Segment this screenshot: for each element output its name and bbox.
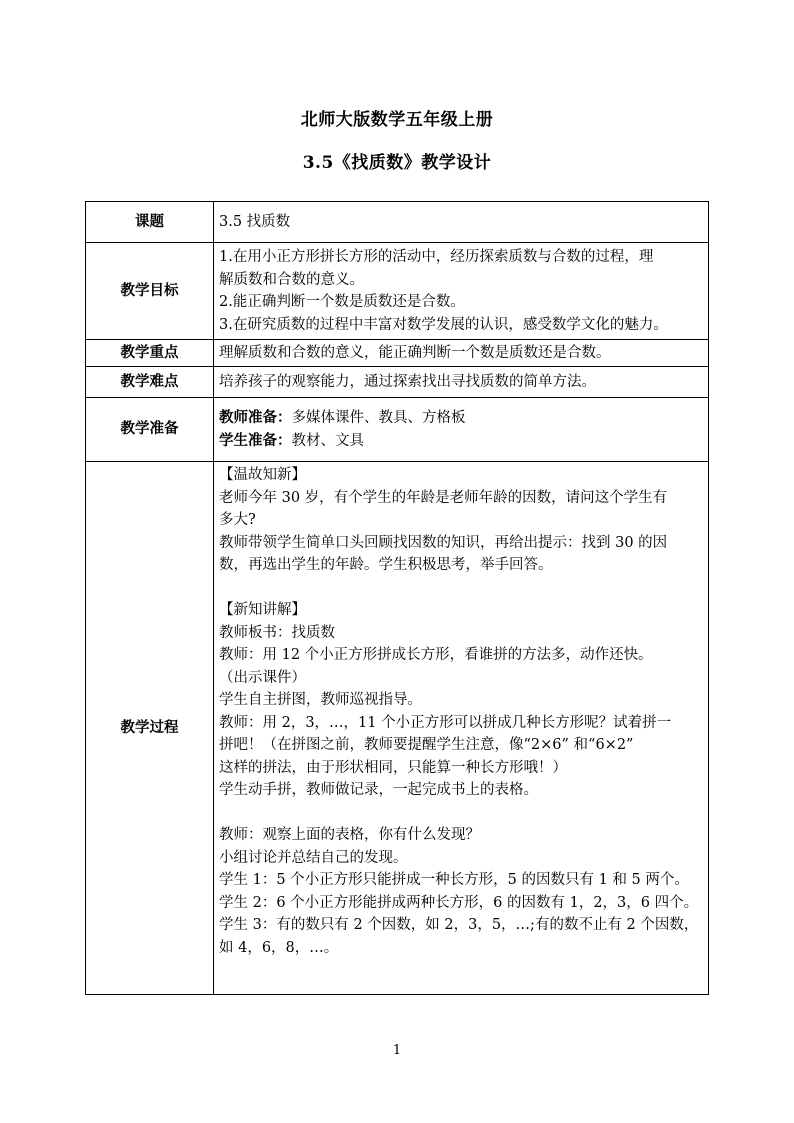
process-line: 学生 3：有的数只有 2 个因数，如 2，3，5，…;有的数不止有 2 个因数， — [219, 917, 699, 933]
process-label: 教学过程 — [86, 462, 214, 995]
document-subtitle: 3.5《找质数》教学设计 — [302, 153, 492, 173]
document-title: 北师大版数学五年级上册 — [300, 110, 494, 130]
topic-row — [86, 202, 709, 243]
goals-row — [86, 243, 709, 340]
process-line: 多大? — [219, 512, 256, 528]
teacher-preparation-label: 教师准备： — [219, 409, 292, 426]
difficulties-value: 培养孩子的观察能力，通过探索找出寻找质数的简单方法。 — [214, 367, 709, 398]
goal-line: 1.在用小正方形拼长方形的活动中，经历探索质数与合数的过程，理 — [219, 249, 654, 265]
process-line: 教师：用 2，3，…，11 个小正方形可以拼成几种长方形呢？试着拼一 — [219, 714, 672, 731]
goal-line: 解质数和合数的意义。 — [219, 271, 364, 288]
process-line: 学生 2：6 个小正方形能拼成两种长方形，6 的因数有 1，2，3，6 四个。 — [219, 894, 699, 911]
key-points-value: 理解质数和合数的意义，能正确判断一个数是质数还是合数。 — [214, 340, 709, 367]
difficulties-row — [86, 367, 709, 398]
process-line: 教师带领学生简单口头回顾找因数的知识，再给出提示：找到 30 的因 — [219, 534, 668, 551]
review-heading: 【温故知新】 — [219, 467, 306, 483]
process-line: 学生动手拼，教师做记录，一起完成书上的表格。 — [219, 782, 538, 798]
difficulties-label: 教学难点 — [86, 367, 214, 398]
process-line: 老师今年 30 岁，有个学生的年龄是老师年龄的因数，请问这个学生有 — [219, 489, 668, 506]
student-preparation-label: 学生准备： — [219, 431, 292, 449]
process-line: 小组讨论并总结自己的发现。 — [219, 849, 408, 866]
process-line: 教师：用 12 个小正方形拼成长方形，看谁拼的方法多，动作还快。 — [219, 647, 653, 663]
student-preparation-value: 教材、文具 — [291, 432, 364, 449]
topic-label: 课题 — [86, 202, 214, 243]
teacher-preparation — [219, 407, 703, 430]
process-line: 这样的拼法，由于形状相同，只能算一种长方形哦！） — [219, 759, 567, 776]
key-points-row — [86, 340, 709, 367]
paragraph-spacer — [219, 577, 703, 600]
goals-label: 教学目标 — [86, 243, 214, 340]
new-knowledge-heading: 【新知讲解】 — [219, 602, 306, 618]
process-content — [214, 462, 709, 995]
key-points-label: 教学重点 — [86, 340, 214, 367]
process-line: 学生自主拼图，教师巡视指导。 — [219, 692, 422, 708]
process-line: 学生 1：5 个小正方形只能拼成一种长方形，5 的因数只有 1 和 5 两个。 — [219, 872, 689, 888]
page-number: 1 — [392, 1043, 402, 1058]
process-line: 教师：观察上面的表格，你有什么发现？ — [219, 827, 480, 843]
preparation-content — [214, 398, 709, 462]
process-row — [86, 462, 709, 995]
goal-line: 2.能正确判断一个数是质数还是合数。 — [219, 294, 465, 310]
process-line: 拼吧！（在拼图之前，教师要提醒学生注意，像“2×6” 和“6×2” — [219, 737, 634, 753]
process-line: 教师板书：找质数 — [219, 624, 335, 641]
process-line: 数，再选出学生的年龄。学生积极思考，举手回答。 — [219, 557, 553, 573]
preparation-row — [86, 398, 709, 462]
goals-content — [214, 243, 709, 340]
topic-value: 3.5 找质数 — [214, 202, 709, 243]
process-line: （出示课件） — [219, 669, 306, 686]
lesson-plan-table — [85, 201, 709, 995]
process-line: 如 4，6，8，…。 — [219, 939, 339, 956]
goal-line: 3.在研究质数的过程中丰富对数学发展的认识，感受数学文化的魅力。 — [219, 316, 668, 333]
paragraph-spacer — [219, 802, 703, 825]
teacher-preparation-value: 多媒体课件、教具、方格板 — [291, 410, 466, 426]
preparation-label: 教学准备 — [86, 398, 214, 462]
student-preparation — [219, 430, 703, 453]
